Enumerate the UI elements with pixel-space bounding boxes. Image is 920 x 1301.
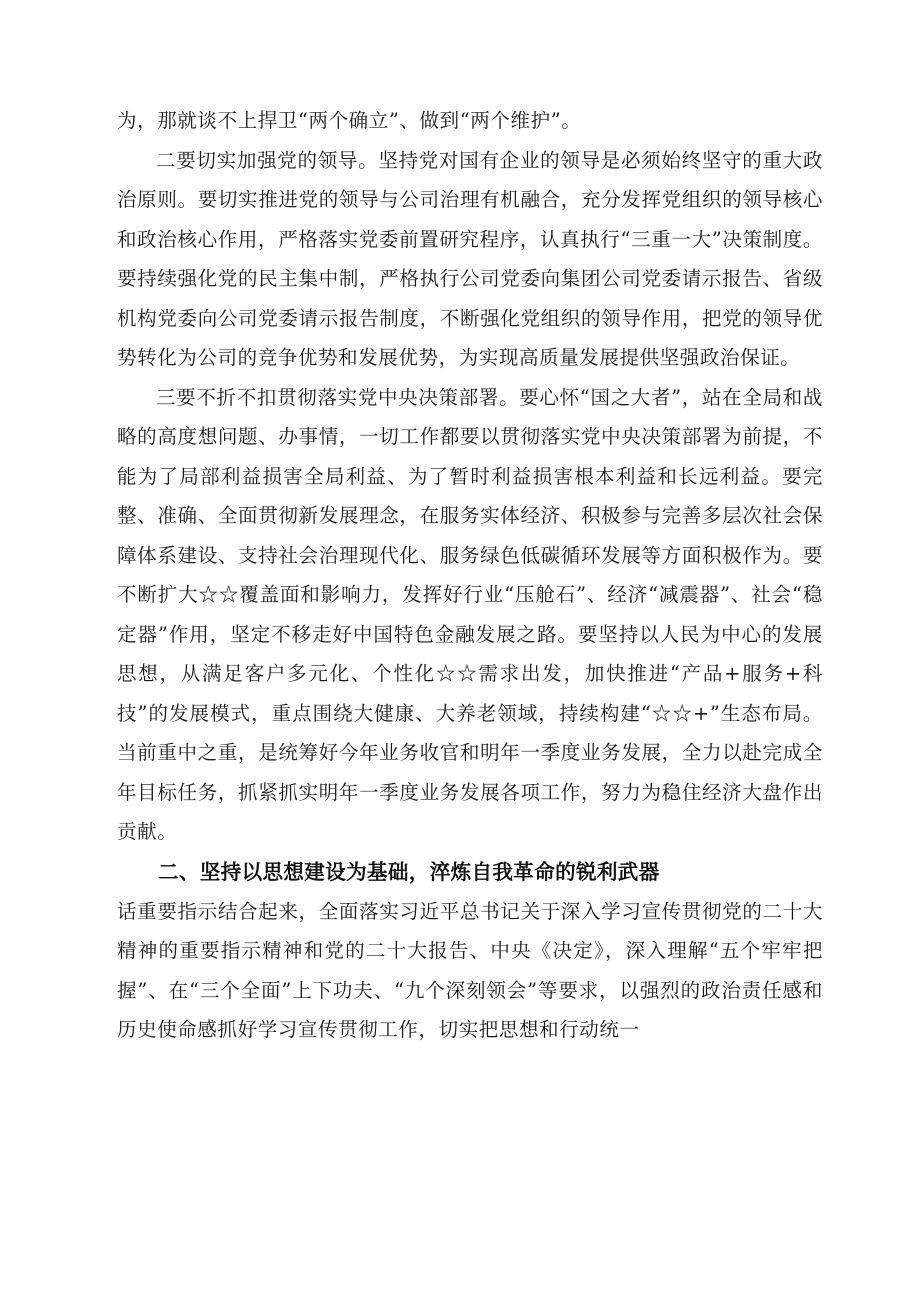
paragraph-continuation: 为，那就谈不上捍卫“两个确立”、做到“两个维护”。 (117, 109, 582, 132)
section-heading: 二、坚持以思想建设为基础，淬炼自我革命的锐利武器 (158, 859, 660, 884)
document-body (117, 101, 823, 1050)
paragraph-party-leadership: 二要切实加强党的领导。坚持党对国有企业的领导是必须始终坚守的重大政治原则。要切实推进党的领导与公司治理有机融合，充分发挥党组织的领导核心和政治核心作用，严格落实党委前置研究程序，认真执行“三重一大”决策制度。要持续强化党的民主集中制，严格执行公司党委向集团公司党委请示报告、省级机构党委向公司党委请示报告制度，不断强化党组织的领导作用，把党的领导优势转化为公司的竞争优势和发展优势，为实现高质量发展提供坚强政治保证。 (117, 148, 823, 369)
paragraph-ideological-building: 话重要指示结合起来，全面落实习近平总书记关于深入学习宣传贯彻党的二十大精神的重要指示精神和党的二十大报告、中央《决定》，深入理解“五个牢牢把握”、在“三个全面”上下功夫、“九个深刻领会”等要求，以强烈的政治责任感和历史使命感抓好学习宣传贯彻工作，切实把思想和行动统一 (117, 899, 823, 1041)
paragraph-central-decisions: 三要不折不扣贯彻落实党中央决策部署。要心怀“国之大者”，站在全局和战略的高度想问题、办事情，一切工作都要以贯彻落实党中央决策部署为前提，不能为了局部利益损害全局利益、为了暂时利益损害根本利益和长远利益。要完整、准确、全面贯彻新发展理念，在服务实体经济、积极参与完善多层次社会保障体系建设、支持社会治理现代化、服务绿色低碳循环发展等方面积极作为。要不断扩大☆☆覆盖面和影响力，发挥好行业“压舱石”、经济“减震器”、社会“稳定器”作用，坚定不移走好中国特色金融发展之路。要坚持以人民为中心的发展思想，从满足客户多元化、个性化☆☆需求出发，加快推进“产品+服务+科技”的发展模式，重点围绕大健康、大养老领域，持续构建“☆☆+”生态布局。当前重中之重，是统筹好今年业务收官和明年一季度业务发展，全力以赴完成全年目标任务，抓紧抓实明年一季度业务发展各项工作，努力为稳住经济大盘作出贡献。 (117, 385, 823, 843)
